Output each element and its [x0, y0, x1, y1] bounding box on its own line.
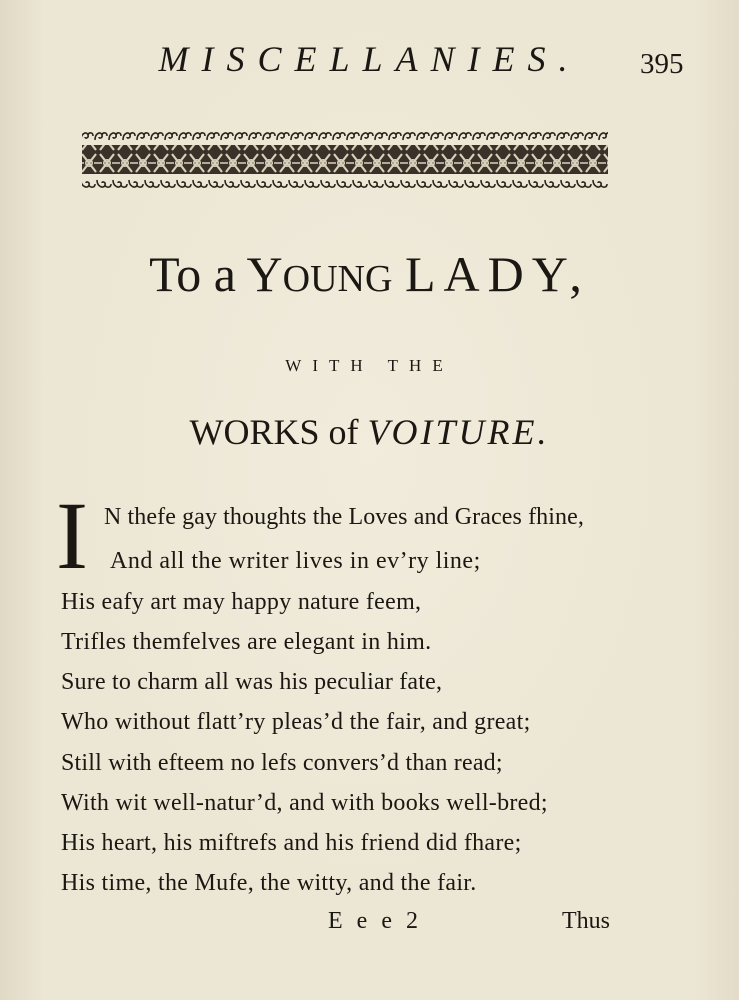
works-author: VOITURE.	[367, 412, 550, 452]
decorative-headpiece-ornament	[80, 130, 610, 192]
verse-line: And all the writer lives in ev’ry line;	[110, 548, 481, 574]
verse-line: His heart, his miftrefs and his friend did fhare;	[61, 830, 522, 856]
subtitle-the: THE	[387, 356, 454, 375]
title-young-initial: Y	[246, 246, 283, 302]
title-to-a: To a	[149, 246, 236, 302]
verse-line: Still with efteem no lefs convers’d than read;	[61, 750, 503, 776]
signature-mark: E e e 2	[328, 908, 422, 934]
catchword: Thus	[562, 908, 610, 934]
verse-line: With wit well-natur’d, and with books well-bred;	[61, 790, 548, 816]
poem-title	[0, 245, 739, 303]
page-number: 395	[640, 48, 684, 80]
works-lead: WORKS of	[189, 412, 359, 452]
verse-line: His eafy art may happy nature feem,	[61, 589, 422, 615]
verse-line: N thefe gay thoughts the Loves and Graces fhine,	[104, 504, 584, 530]
verse-line: His time, the Mufe, the witty, and the fair.	[61, 870, 477, 896]
page-footer	[0, 908, 739, 938]
running-head: MISCELLANIES.	[158, 39, 581, 79]
subtitle-with: WITH	[285, 356, 374, 375]
verse-line: Trifles themfelves are elegant in him.	[61, 629, 432, 655]
drop-cap: I	[56, 482, 88, 589]
title-young-rest: OUNG	[282, 258, 393, 300]
title-lady: LADY,	[404, 246, 590, 302]
works-heading	[0, 411, 739, 453]
subtitle	[0, 356, 739, 376]
verse-line: Sure to charm all was his peculiar fate,	[61, 669, 443, 695]
verse-line: Who without flatt’ry pleas’d the fair, and great;	[61, 709, 531, 735]
